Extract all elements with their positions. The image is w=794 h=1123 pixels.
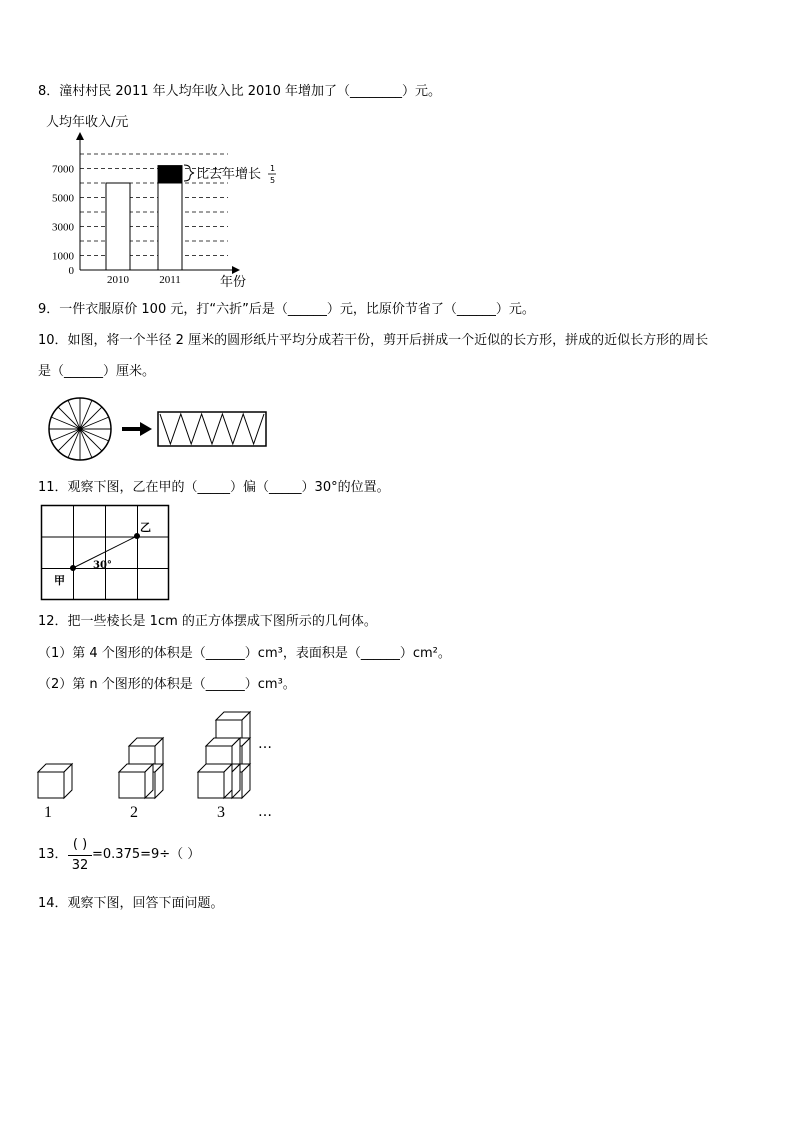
chart-xlabel: 年份 [220, 275, 247, 290]
y-tick-3000: 3000 [52, 221, 74, 234]
y-axis-arrow [76, 132, 84, 140]
x-tick-2011: 2011 [159, 274, 181, 286]
bar-2011 [158, 183, 182, 270]
point-a [70, 565, 76, 571]
label-a: 甲 [54, 574, 65, 587]
x-tick-2010: 2010 [107, 274, 129, 286]
question-12: 12．把一些棱长是 1cm 的正方体摆成下图所示的几何体。 [38, 614, 377, 629]
position-grid-figure [40, 504, 172, 602]
question-10-line1: 10．如图，将一个半径 2 厘米的圆形纸片平均分成若干份，剪开后拼成一个近似的长方形，拼成的近似长方形的周长 [38, 333, 709, 348]
ellipsis-bottom: … [258, 804, 272, 820]
y-tick-7000: 7000 [52, 163, 74, 176]
y-tick-1000: 1000 [52, 250, 74, 263]
question-14: 14．观察下图，回答下面问题。 [38, 896, 224, 911]
question-12-part1: （1）第 4 个图形的体积是（______）cm³，表面积是（______）cm²。 [38, 646, 451, 661]
fraction-bar [68, 855, 92, 856]
circle-to-rectangle-figure [46, 392, 276, 462]
question-8: 8．潼村村民 2011 年人均年收入比 2010 年增加了（________）元。 [38, 84, 441, 99]
annotation-frac-num: 1 [270, 164, 276, 173]
bar-2011-increase [158, 166, 182, 183]
fraction-denominator: 32 [71, 858, 89, 873]
chart-annotation: 比去年增长 [196, 167, 262, 182]
y-tick-0: 0 [68, 265, 74, 277]
fraction-numerator: ( ) [72, 837, 88, 852]
annotation-frac-den: 5 [270, 176, 276, 185]
label-b: 乙 [140, 521, 151, 534]
approx-rectangle [158, 412, 266, 446]
angle-label: 30° [93, 560, 112, 571]
unit-cube [119, 764, 153, 798]
fig-label-1: 1 [44, 804, 52, 821]
fig-label-3: 3 [217, 804, 225, 821]
y-tick-5000: 5000 [52, 192, 74, 205]
question-13-rest: =0.375=9÷（ ） [92, 847, 201, 862]
question-11: 11．观察下图，乙在甲的（_____）偏（_____）30°的位置。 [38, 480, 390, 495]
bar-2010 [106, 183, 130, 270]
ellipsis-top: … [258, 736, 272, 752]
chart-ylabel: 人均年收入/元 [46, 115, 129, 130]
x-axis-arrow [232, 266, 240, 274]
question-9: 9．一件衣服原价 100 元，打“六折”后是（______）元，比原价节省了（______）元。 [38, 302, 535, 317]
bars [106, 166, 182, 270]
question-10-line2: 是（______）厘米。 [38, 364, 156, 379]
unit-cube [198, 764, 232, 798]
income-bar-chart [38, 108, 298, 293]
circle-center [78, 427, 83, 432]
cube-stacks-figure [30, 700, 290, 830]
fig-label-2: 2 [130, 804, 138, 821]
question-12-part2: （2）第 n 个图形的体积是（______）cm³。 [38, 677, 296, 692]
cubes [38, 712, 250, 798]
x-tick-labels [107, 274, 181, 286]
annotation-brace [184, 165, 194, 181]
y-tick-labels [52, 164, 75, 278]
arrow-head [140, 422, 152, 436]
unit-cube [38, 764, 72, 798]
question-13-prefix: 13． [38, 847, 68, 862]
